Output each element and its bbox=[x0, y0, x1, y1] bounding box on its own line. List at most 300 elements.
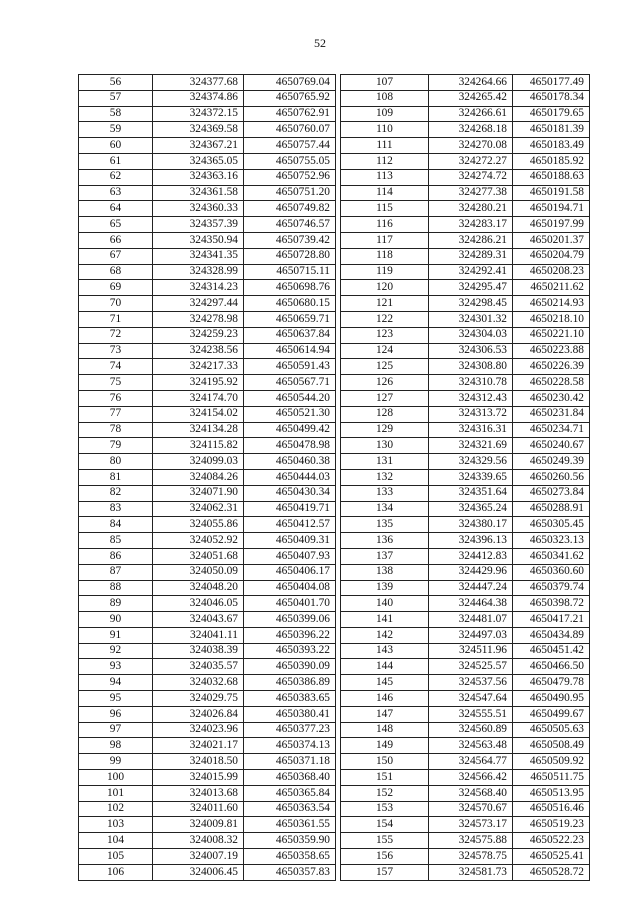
table-row-right bbox=[341, 75, 590, 91]
y-coordinate-cell: 4650183.49 bbox=[513, 138, 590, 154]
x-coordinate-cell: 324481.07 bbox=[429, 612, 513, 628]
y-coordinate-cell: 4650226.39 bbox=[513, 359, 590, 375]
point-number-cell: 115 bbox=[341, 201, 429, 217]
point-number-cell: 69 bbox=[79, 280, 153, 296]
point-number-cell: 76 bbox=[79, 390, 153, 406]
point-number-cell: 59 bbox=[79, 122, 153, 138]
table-row-right bbox=[341, 580, 590, 596]
point-number-cell: 140 bbox=[341, 596, 429, 612]
point-number-cell: 152 bbox=[341, 785, 429, 801]
y-coordinate-cell: 4650249.39 bbox=[513, 454, 590, 470]
table-row-right bbox=[341, 343, 590, 359]
table-row-right bbox=[341, 691, 590, 707]
x-coordinate-cell: 324341.35 bbox=[153, 248, 244, 264]
x-coordinate-cell: 324038.39 bbox=[153, 643, 244, 659]
table-row-left bbox=[79, 327, 336, 343]
point-number-cell: 93 bbox=[79, 659, 153, 675]
table-row-right bbox=[341, 438, 590, 454]
x-coordinate-cell: 324278.98 bbox=[153, 311, 244, 327]
y-coordinate-cell: 4650223.88 bbox=[513, 343, 590, 359]
point-number-cell: 126 bbox=[341, 375, 429, 391]
x-coordinate-cell: 324280.21 bbox=[429, 201, 513, 217]
point-number-cell: 60 bbox=[79, 138, 153, 154]
x-coordinate-cell: 324555.51 bbox=[429, 706, 513, 722]
coordinate-tables bbox=[78, 74, 588, 878]
y-coordinate-cell: 4650399.06 bbox=[244, 612, 336, 628]
x-coordinate-cell: 324099.03 bbox=[153, 454, 244, 470]
x-coordinate-cell: 324339.65 bbox=[429, 469, 513, 485]
table-row-right bbox=[341, 296, 590, 312]
table-row-right bbox=[341, 533, 590, 549]
table-row-right bbox=[341, 785, 590, 801]
point-number-cell: 131 bbox=[341, 454, 429, 470]
y-coordinate-cell: 4650204.79 bbox=[513, 248, 590, 264]
y-coordinate-cell: 4650191.58 bbox=[513, 185, 590, 201]
point-number-cell: 144 bbox=[341, 659, 429, 675]
table-row-left bbox=[79, 612, 336, 628]
x-coordinate-cell: 324048.20 bbox=[153, 580, 244, 596]
y-coordinate-cell: 4650409.31 bbox=[244, 533, 336, 549]
point-number-cell: 95 bbox=[79, 691, 153, 707]
y-coordinate-cell: 4650508.49 bbox=[513, 738, 590, 754]
table-row-left bbox=[79, 849, 336, 865]
y-coordinate-cell: 4650637.84 bbox=[244, 327, 336, 343]
coordinate-table-right-body bbox=[341, 75, 590, 881]
y-coordinate-cell: 4650201.37 bbox=[513, 232, 590, 248]
table-row-right bbox=[341, 375, 590, 391]
y-coordinate-cell: 4650177.49 bbox=[513, 75, 590, 91]
point-number-cell: 102 bbox=[79, 801, 153, 817]
x-coordinate-cell: 324564.77 bbox=[429, 754, 513, 770]
y-coordinate-cell: 4650755.05 bbox=[244, 153, 336, 169]
point-number-cell: 143 bbox=[341, 643, 429, 659]
y-coordinate-cell: 4650751.20 bbox=[244, 185, 336, 201]
point-number-cell: 135 bbox=[341, 517, 429, 533]
y-coordinate-cell: 4650379.74 bbox=[513, 580, 590, 596]
y-coordinate-cell: 4650505.63 bbox=[513, 722, 590, 738]
table-row-right bbox=[341, 280, 590, 296]
x-coordinate-cell: 324026.84 bbox=[153, 706, 244, 722]
table-row-right bbox=[341, 122, 590, 138]
x-coordinate-cell: 324023.96 bbox=[153, 722, 244, 738]
y-coordinate-cell: 4650499.42 bbox=[244, 422, 336, 438]
point-number-cell: 117 bbox=[341, 232, 429, 248]
y-coordinate-cell: 4650305.45 bbox=[513, 517, 590, 533]
table-row-right bbox=[341, 627, 590, 643]
y-coordinate-cell: 4650323.13 bbox=[513, 533, 590, 549]
x-coordinate-cell: 324374.86 bbox=[153, 90, 244, 106]
x-coordinate-cell: 324363.16 bbox=[153, 169, 244, 185]
y-coordinate-cell: 4650762.91 bbox=[244, 106, 336, 122]
x-coordinate-cell: 324581.73 bbox=[429, 864, 513, 880]
table-row-right bbox=[341, 501, 590, 517]
y-coordinate-cell: 4650490.95 bbox=[513, 691, 590, 707]
table-row-left bbox=[79, 564, 336, 580]
point-number-cell: 148 bbox=[341, 722, 429, 738]
table-row-left bbox=[79, 501, 336, 517]
point-number-cell: 87 bbox=[79, 564, 153, 580]
x-coordinate-cell: 324013.68 bbox=[153, 785, 244, 801]
table-row-left bbox=[79, 201, 336, 217]
point-number-cell: 132 bbox=[341, 469, 429, 485]
x-coordinate-cell: 324035.57 bbox=[153, 659, 244, 675]
x-coordinate-cell: 324052.92 bbox=[153, 533, 244, 549]
x-coordinate-cell: 324062.31 bbox=[153, 501, 244, 517]
y-coordinate-cell: 4650390.09 bbox=[244, 659, 336, 675]
point-number-cell: 83 bbox=[79, 501, 153, 517]
table-row-left bbox=[79, 785, 336, 801]
point-number-cell: 134 bbox=[341, 501, 429, 517]
y-coordinate-cell: 4650434.89 bbox=[513, 627, 590, 643]
y-coordinate-cell: 4650430.34 bbox=[244, 485, 336, 501]
point-number-cell: 128 bbox=[341, 406, 429, 422]
point-number-cell: 125 bbox=[341, 359, 429, 375]
table-row-right bbox=[341, 675, 590, 691]
x-coordinate-cell: 324051.68 bbox=[153, 548, 244, 564]
x-coordinate-cell: 324011.60 bbox=[153, 801, 244, 817]
y-coordinate-cell: 4650525.41 bbox=[513, 849, 590, 865]
y-coordinate-cell: 4650401.70 bbox=[244, 596, 336, 612]
table-row-left bbox=[79, 738, 336, 754]
point-number-cell: 149 bbox=[341, 738, 429, 754]
point-number-cell: 61 bbox=[79, 153, 153, 169]
point-number-cell: 113 bbox=[341, 169, 429, 185]
x-coordinate-cell: 324292.41 bbox=[429, 264, 513, 280]
table-row-right bbox=[341, 311, 590, 327]
table-row-right bbox=[341, 801, 590, 817]
y-coordinate-cell: 4650398.72 bbox=[513, 596, 590, 612]
y-coordinate-cell: 4650698.76 bbox=[244, 280, 336, 296]
x-coordinate-cell: 324412.83 bbox=[429, 548, 513, 564]
table-row-right bbox=[341, 90, 590, 106]
x-coordinate-cell: 324464.38 bbox=[429, 596, 513, 612]
x-coordinate-cell: 324313.72 bbox=[429, 406, 513, 422]
point-number-cell: 78 bbox=[79, 422, 153, 438]
y-coordinate-cell: 4650234.71 bbox=[513, 422, 590, 438]
table-row-right bbox=[341, 232, 590, 248]
y-coordinate-cell: 4650357.83 bbox=[244, 864, 336, 880]
table-row-left bbox=[79, 375, 336, 391]
x-coordinate-cell: 324266.61 bbox=[429, 106, 513, 122]
point-number-cell: 133 bbox=[341, 485, 429, 501]
table-row-right bbox=[341, 185, 590, 201]
point-number-cell: 112 bbox=[341, 153, 429, 169]
x-coordinate-cell: 324511.96 bbox=[429, 643, 513, 659]
y-coordinate-cell: 4650499.67 bbox=[513, 706, 590, 722]
table-row-left bbox=[79, 833, 336, 849]
x-coordinate-cell: 324274.72 bbox=[429, 169, 513, 185]
table-row-right bbox=[341, 738, 590, 754]
point-number-cell: 100 bbox=[79, 770, 153, 786]
point-number-cell: 84 bbox=[79, 517, 153, 533]
y-coordinate-cell: 4650478.98 bbox=[244, 438, 336, 454]
x-coordinate-cell: 324566.42 bbox=[429, 770, 513, 786]
table-row-right bbox=[341, 612, 590, 628]
y-coordinate-cell: 4650194.71 bbox=[513, 201, 590, 217]
y-coordinate-cell: 4650230.42 bbox=[513, 390, 590, 406]
point-number-cell: 150 bbox=[341, 754, 429, 770]
x-coordinate-cell: 324547.64 bbox=[429, 691, 513, 707]
point-number-cell: 58 bbox=[79, 106, 153, 122]
point-number-cell: 94 bbox=[79, 675, 153, 691]
table-row-right bbox=[341, 106, 590, 122]
point-number-cell: 85 bbox=[79, 533, 153, 549]
x-coordinate-cell: 324295.47 bbox=[429, 280, 513, 296]
point-number-cell: 92 bbox=[79, 643, 153, 659]
table-row-left bbox=[79, 280, 336, 296]
table-row-right bbox=[341, 722, 590, 738]
x-coordinate-cell: 324021.17 bbox=[153, 738, 244, 754]
point-number-cell: 122 bbox=[341, 311, 429, 327]
x-coordinate-cell: 324297.44 bbox=[153, 296, 244, 312]
table-row-left bbox=[79, 122, 336, 138]
point-number-cell: 89 bbox=[79, 596, 153, 612]
point-number-cell: 110 bbox=[341, 122, 429, 138]
table-row-right bbox=[341, 454, 590, 470]
x-coordinate-cell: 324497.03 bbox=[429, 627, 513, 643]
x-coordinate-cell: 324071.90 bbox=[153, 485, 244, 501]
table-row-left bbox=[79, 517, 336, 533]
table-row-left bbox=[79, 406, 336, 422]
y-coordinate-cell: 4650386.89 bbox=[244, 675, 336, 691]
point-number-cell: 109 bbox=[341, 106, 429, 122]
table-row-left bbox=[79, 232, 336, 248]
x-coordinate-cell: 324154.02 bbox=[153, 406, 244, 422]
point-number-cell: 154 bbox=[341, 817, 429, 833]
y-coordinate-cell: 4650374.13 bbox=[244, 738, 336, 754]
point-number-cell: 153 bbox=[341, 801, 429, 817]
table-row-right bbox=[341, 864, 590, 880]
point-number-cell: 77 bbox=[79, 406, 153, 422]
y-coordinate-cell: 4650591.43 bbox=[244, 359, 336, 375]
point-number-cell: 111 bbox=[341, 138, 429, 154]
table-row-right bbox=[341, 327, 590, 343]
table-row-right bbox=[341, 833, 590, 849]
point-number-cell: 120 bbox=[341, 280, 429, 296]
x-coordinate-cell: 324312.43 bbox=[429, 390, 513, 406]
x-coordinate-cell: 324560.89 bbox=[429, 722, 513, 738]
x-coordinate-cell: 324563.48 bbox=[429, 738, 513, 754]
table-row-left bbox=[79, 311, 336, 327]
y-coordinate-cell: 4650444.03 bbox=[244, 469, 336, 485]
coordinate-table-right bbox=[340, 74, 590, 881]
y-coordinate-cell: 4650522.23 bbox=[513, 833, 590, 849]
y-coordinate-cell: 4650544.20 bbox=[244, 390, 336, 406]
y-coordinate-cell: 4650715.11 bbox=[244, 264, 336, 280]
table-row-right bbox=[341, 422, 590, 438]
x-coordinate-cell: 324304.03 bbox=[429, 327, 513, 343]
table-row-left bbox=[79, 217, 336, 233]
y-coordinate-cell: 4650765.92 bbox=[244, 90, 336, 106]
x-coordinate-cell: 324286.21 bbox=[429, 232, 513, 248]
y-coordinate-cell: 4650273.84 bbox=[513, 485, 590, 501]
x-coordinate-cell: 324575.88 bbox=[429, 833, 513, 849]
y-coordinate-cell: 4650728.80 bbox=[244, 248, 336, 264]
x-coordinate-cell: 324365.24 bbox=[429, 501, 513, 517]
y-coordinate-cell: 4650368.40 bbox=[244, 770, 336, 786]
point-number-cell: 127 bbox=[341, 390, 429, 406]
y-coordinate-cell: 4650680.15 bbox=[244, 296, 336, 312]
point-number-cell: 138 bbox=[341, 564, 429, 580]
point-number-cell: 80 bbox=[79, 454, 153, 470]
table-row-left bbox=[79, 580, 336, 596]
y-coordinate-cell: 4650377.23 bbox=[244, 722, 336, 738]
point-number-cell: 129 bbox=[341, 422, 429, 438]
table-row-left bbox=[79, 754, 336, 770]
table-row-right bbox=[341, 248, 590, 264]
x-coordinate-cell: 324043.67 bbox=[153, 612, 244, 628]
table-row-left bbox=[79, 264, 336, 280]
x-coordinate-cell: 324006.45 bbox=[153, 864, 244, 880]
x-coordinate-cell: 324429.96 bbox=[429, 564, 513, 580]
y-coordinate-cell: 4650412.57 bbox=[244, 517, 336, 533]
y-coordinate-cell: 4650417.21 bbox=[513, 612, 590, 628]
point-number-cell: 121 bbox=[341, 296, 429, 312]
point-number-cell: 79 bbox=[79, 438, 153, 454]
table-row-right bbox=[341, 169, 590, 185]
table-row-left bbox=[79, 675, 336, 691]
y-coordinate-cell: 4650185.92 bbox=[513, 153, 590, 169]
x-coordinate-cell: 324195.92 bbox=[153, 375, 244, 391]
x-coordinate-cell: 324055.86 bbox=[153, 517, 244, 533]
y-coordinate-cell: 4650214.93 bbox=[513, 296, 590, 312]
x-coordinate-cell: 324360.33 bbox=[153, 201, 244, 217]
x-coordinate-cell: 324372.15 bbox=[153, 106, 244, 122]
y-coordinate-cell: 4650752.96 bbox=[244, 169, 336, 185]
y-coordinate-cell: 4650451.42 bbox=[513, 643, 590, 659]
x-coordinate-cell: 324306.53 bbox=[429, 343, 513, 359]
y-coordinate-cell: 4650380.41 bbox=[244, 706, 336, 722]
table-row-right bbox=[341, 359, 590, 375]
point-number-cell: 114 bbox=[341, 185, 429, 201]
table-row-left bbox=[79, 75, 336, 91]
x-coordinate-cell: 324447.24 bbox=[429, 580, 513, 596]
x-coordinate-cell: 324321.69 bbox=[429, 438, 513, 454]
table-row-left bbox=[79, 485, 336, 501]
coordinate-table-left bbox=[78, 74, 336, 881]
y-coordinate-cell: 4650188.63 bbox=[513, 169, 590, 185]
x-coordinate-cell: 324041.11 bbox=[153, 627, 244, 643]
point-number-cell: 75 bbox=[79, 375, 153, 391]
table-row-left bbox=[79, 169, 336, 185]
x-coordinate-cell: 324380.17 bbox=[429, 517, 513, 533]
x-coordinate-cell: 324357.39 bbox=[153, 217, 244, 233]
x-coordinate-cell: 324046.05 bbox=[153, 596, 244, 612]
point-number-cell: 155 bbox=[341, 833, 429, 849]
table-row-left bbox=[79, 548, 336, 564]
table-row-left bbox=[79, 138, 336, 154]
table-row-right bbox=[341, 548, 590, 564]
y-coordinate-cell: 4650228.58 bbox=[513, 375, 590, 391]
point-number-cell: 56 bbox=[79, 75, 153, 91]
y-coordinate-cell: 4650396.22 bbox=[244, 627, 336, 643]
point-number-cell: 103 bbox=[79, 817, 153, 833]
point-number-cell: 65 bbox=[79, 217, 153, 233]
y-coordinate-cell: 4650365.84 bbox=[244, 785, 336, 801]
table-row-left bbox=[79, 469, 336, 485]
y-coordinate-cell: 4650221.10 bbox=[513, 327, 590, 343]
x-coordinate-cell: 324328.99 bbox=[153, 264, 244, 280]
table-row-left bbox=[79, 627, 336, 643]
y-coordinate-cell: 4650466.50 bbox=[513, 659, 590, 675]
point-number-cell: 116 bbox=[341, 217, 429, 233]
y-coordinate-cell: 4650407.93 bbox=[244, 548, 336, 564]
point-number-cell: 101 bbox=[79, 785, 153, 801]
y-coordinate-cell: 4650181.39 bbox=[513, 122, 590, 138]
point-number-cell: 62 bbox=[79, 169, 153, 185]
table-row-right bbox=[341, 596, 590, 612]
table-row-right bbox=[341, 406, 590, 422]
point-number-cell: 142 bbox=[341, 627, 429, 643]
y-coordinate-cell: 4650211.62 bbox=[513, 280, 590, 296]
y-coordinate-cell: 4650359.90 bbox=[244, 833, 336, 849]
point-number-cell: 96 bbox=[79, 706, 153, 722]
point-number-cell: 141 bbox=[341, 612, 429, 628]
x-coordinate-cell: 324008.32 bbox=[153, 833, 244, 849]
point-number-cell: 99 bbox=[79, 754, 153, 770]
table-row-left bbox=[79, 422, 336, 438]
x-coordinate-cell: 324310.78 bbox=[429, 375, 513, 391]
point-number-cell: 67 bbox=[79, 248, 153, 264]
point-number-cell: 73 bbox=[79, 343, 153, 359]
y-coordinate-cell: 4650739.42 bbox=[244, 232, 336, 248]
x-coordinate-cell: 324084.26 bbox=[153, 469, 244, 485]
y-coordinate-cell: 4650371.18 bbox=[244, 754, 336, 770]
table-row-left bbox=[79, 296, 336, 312]
x-coordinate-cell: 324361.58 bbox=[153, 185, 244, 201]
table-row-right bbox=[341, 217, 590, 233]
x-coordinate-cell: 324259.23 bbox=[153, 327, 244, 343]
y-coordinate-cell: 4650760.07 bbox=[244, 122, 336, 138]
table-row-right bbox=[341, 469, 590, 485]
x-coordinate-cell: 324308.80 bbox=[429, 359, 513, 375]
point-number-cell: 82 bbox=[79, 485, 153, 501]
x-coordinate-cell: 324264.66 bbox=[429, 75, 513, 91]
table-row-right bbox=[341, 817, 590, 833]
x-coordinate-cell: 324134.28 bbox=[153, 422, 244, 438]
table-row-right bbox=[341, 485, 590, 501]
table-row-left bbox=[79, 817, 336, 833]
point-number-cell: 147 bbox=[341, 706, 429, 722]
x-coordinate-cell: 324377.68 bbox=[153, 75, 244, 91]
point-number-cell: 91 bbox=[79, 627, 153, 643]
table-row-right bbox=[341, 659, 590, 675]
y-coordinate-cell: 4650240.67 bbox=[513, 438, 590, 454]
table-row-right bbox=[341, 517, 590, 533]
x-coordinate-cell: 324369.58 bbox=[153, 122, 244, 138]
x-coordinate-cell: 324277.38 bbox=[429, 185, 513, 201]
x-coordinate-cell: 324298.45 bbox=[429, 296, 513, 312]
x-coordinate-cell: 324174.70 bbox=[153, 390, 244, 406]
table-row-left bbox=[79, 185, 336, 201]
table-row-left bbox=[79, 864, 336, 880]
x-coordinate-cell: 324568.40 bbox=[429, 785, 513, 801]
point-number-cell: 108 bbox=[341, 90, 429, 106]
y-coordinate-cell: 4650746.57 bbox=[244, 217, 336, 233]
table-row-left bbox=[79, 770, 336, 786]
point-number-cell: 146 bbox=[341, 691, 429, 707]
x-coordinate-cell: 324316.31 bbox=[429, 422, 513, 438]
x-coordinate-cell: 324050.09 bbox=[153, 564, 244, 580]
x-coordinate-cell: 324301.32 bbox=[429, 311, 513, 327]
point-number-cell: 74 bbox=[79, 359, 153, 375]
point-number-cell: 86 bbox=[79, 548, 153, 564]
table-row-left bbox=[79, 659, 336, 675]
x-coordinate-cell: 324365.05 bbox=[153, 153, 244, 169]
table-row-right bbox=[341, 849, 590, 865]
point-number-cell: 139 bbox=[341, 580, 429, 596]
x-coordinate-cell: 324314.23 bbox=[153, 280, 244, 296]
